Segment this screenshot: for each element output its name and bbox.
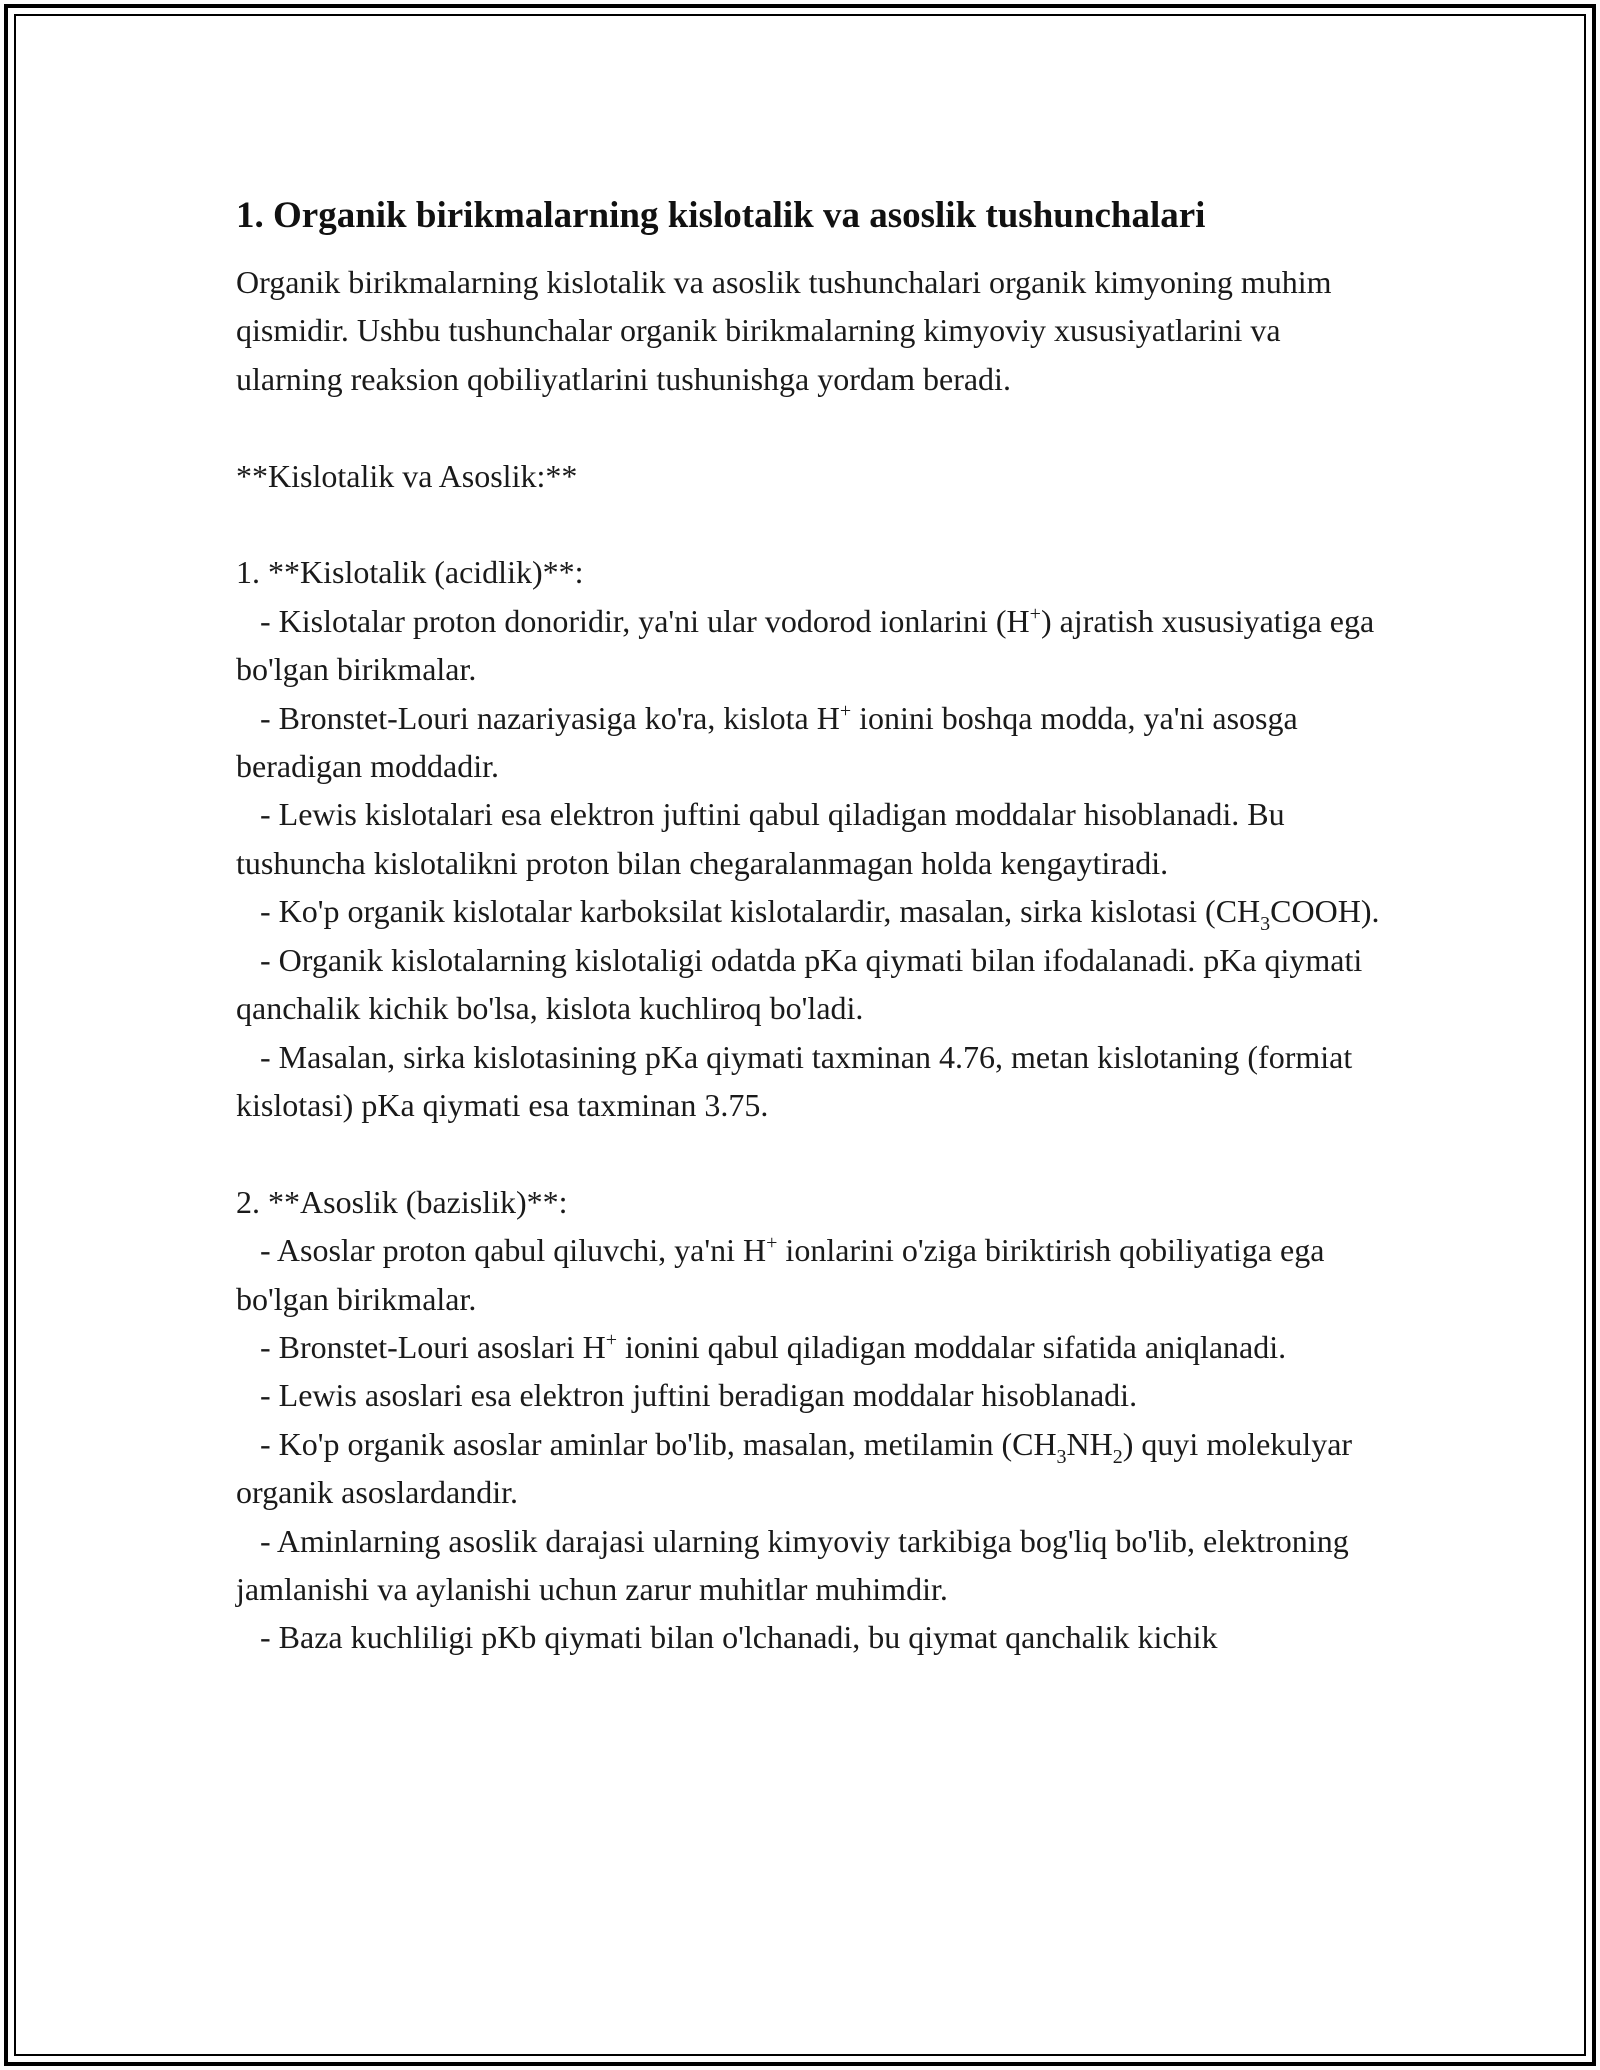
acid-bullet-6: - Masalan, sirka kislotasining pKa qiymati taxminan 4.76, metan kislotaning (formiat kislotasi) pKa qiymati esa taxminan 3.75. [236,1038,1361,1123]
acid-title: 1. **Kislotalik (acidlik)**: [236,554,584,591]
base-bullet-3: - Lewis asoslari esa elektron juftini beradigan moddalar hisoblanadi. [236,1377,1138,1414]
subheading: **Kislotalik va Asoslik:** [236,457,578,494]
base-bullet-5: - Aminlarning asoslik darajasi ularning kimyoviy tarkibiga bog'liq bo'lib, elektroning jamlanishi va aylanishi uchun zarur muhitlar muhimdir. [236,1522,1357,1607]
base-bullet-4: - Ko'p organik asoslar aminlar bo'lib, masalan, metilamin $(CH_3NH_2)$ quyi molekulyar organik asoslardandir. [236,1425,1361,1511]
acid-bullet-1: - Kislotalar proton donoridir, ya'ni ular vodorod ionlarini (H+) ajratish xususiyatiga ega bo'lgan birikmalar. [236,602,1383,688]
section-heading: 1. Organik birikmalarning kislotalik va asoslik tushunchalari [236,195,1206,236]
acid-bullet-4: - Ko'p organik kislotalar karboksilat kislotalardir, masalan, sirka kislotasi $(CH_3COOH)$. [236,893,1380,936]
intro-paragraph: Organik birikmalarning kislotalik va asoslik tushunchalari organik kimyoning muhim qismidir. Ushbu tushunchalar organik birikmalarning kimyoviy xususiyatlarini va ularning reaksion qobiliyatlarini tushunishga yordam beradi. [236,264,1340,397]
document-body [236,186,1386,1662]
acid-bullet-2: - Bronstet-Louri nazariyasiga ko'ra, kislota H+ ionini boshqa modda, ya'ni asosga beradigan moddadir. [236,699,1306,785]
acid-bullet-3: - Lewis kislotalari esa elektron juftini qabul qiladigan moddalar hisoblanadi. Bu tushuncha kislotalikni proton bilan chegaralanmagan holda kengaytiradi. [236,796,1293,881]
acid-bullet-5: - Organik kislotalarning kislotaligi odatda pKa qiymati bilan ifodalanadi. pKa qiymati qanchalik kichik bo'lsa, kislota kuchliroq bo'ladi. [236,941,1371,1027]
document-text [236,258,1386,1662]
base-bullet-6: - Baza kuchliligi pKb qiymati bilan o'lchanadi, bu qiymat qanchalik kichik [236,1619,1218,1656]
base-bullet-1: - Asoslar proton qabul qiluvchi, ya'ni H+ ionlarini o'ziga biriktirish qobiliyatiga ega bo'lgan birikmalar. [236,1232,1333,1317]
base-bullet-2: - Bronstet-Louri asoslari H+ ionini qabul qiladigan moddalar sifatida aniqlanadi. [236,1328,1287,1365]
base-title: 2. **Asoslik (bazislik)**: [236,1183,568,1220]
